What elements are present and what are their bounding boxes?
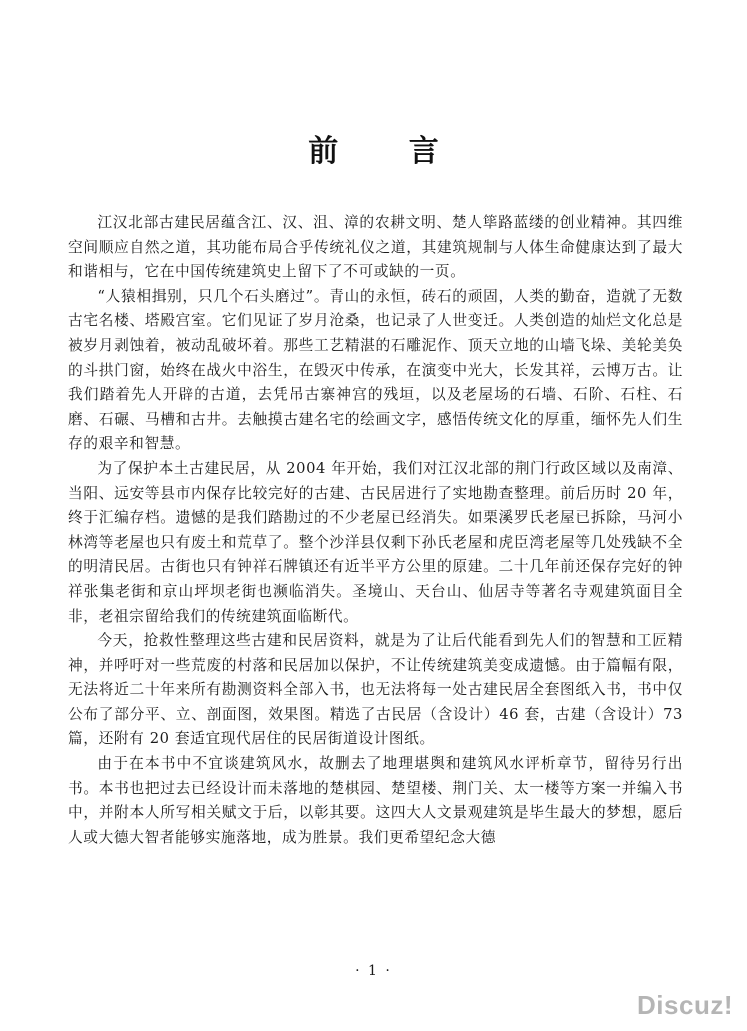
paragraph-5: 由于在本书中不宜谈建筑风水，故删去了地理堪舆和建筑风水评析章节，留待另行出书。本书也把过去已经设计而未落地的楚棋园、楚望楼、荆门关、太一楼等方案一并编入书中，并附本人所写相关赋文于后，以彰其要。这四大人文景观建筑是毕生最大的梦想，愿后人或大德大智者能够实施落地，成为胜景。我们更希望纪念大德 (68, 755, 683, 846)
body-text (68, 211, 683, 850)
paragraph-3: 为了保护本土古建民居，从 2004 年开始，我们对江汉北部的荆门行政区域以及南漳、当阳、远安等县市内保存比较完好的古建、古民居进行了实地勘查整理。前后历时 20 年，终于汇编存档。遗憾的是我们踏勘过的不少老屋已经消失。如栗溪罗氏老屋已拆除，马河小林湾等老屋也只有废土和荒草了。整个沙洋县仅剩下孙氏老屋和虎臣湾老屋等几处残缺不全的明清民居。古街也只有钟祥石牌镇还有近半平方公里的原建。二十几年前还保存完好的钟祥张集老街和京山坪坝老街也濒临消失。圣境山、天台山、仙居寺等著名寺观建筑面目全非，老祖宗留给我们的传统建筑面临断代。 (68, 459, 683, 625)
page-number: · 1 · (355, 963, 392, 979)
paragraph-4: 今天，抢救性整理这些古建和民居资料，就是为了让后代能看到先人们的智慧和工匠精神，并呼吁对一些荒废的村落和民居加以保护，不让传统建筑美变成遗憾。由于篇幅有限，无法将近二十年来所有勘测资料全部入书，也无法将每一处古建民居全套图纸入书，书中仅公布了部分平、立、剖面图，效果图。精选了古民居（含设计）46 套，古建（含设计）73 篇，还附有 20 套适宜现代居住的民居街道设计图纸。 (68, 632, 683, 748)
paragraph-1: 江汉北部古建民居蕴含江、汉、沮、漳的农耕文明、楚人筚路蓝缕的创业精神。其四维空间顺应自然之道，其功能布局合乎传统礼仪之道，其建筑规制与人体生命健康达到了最大和谐相与，它在中国传统建筑史上留下了不可或缺的一页。 (68, 214, 683, 281)
page-title: 前 言 (308, 134, 469, 169)
paragraph-2: “人猿相揖别，只几个石头磨过”。青山的永恒，砖石的顽固，人类的勤奋，造就了无数古宅名楼、塔殿宫室。它们见证了岁月沧桑，也记录了人世变迁。人类创造的灿烂文化总是被岁月剥蚀着，被动乱破坏着。那些工艺精湛的石雕泥作、顶天立地的山墙飞垛、美轮美奂的斗拱门窗，始终在战火中浴生，在毁灭中传承，在演变中光大，长发其祥，云博万古。让我们踏着先人开辟的古道，去凭吊古寨神宫的残垣，以及老屋场的石墙、石阶、石柱、石磨、石碾、马槽和古井。去触摸古建名宅的绘画文字，感悟传统文化的厚重，缅怀先人们生存的艰辛和智慧。 (68, 287, 683, 453)
discuz-watermark: Discuz! (637, 990, 733, 1020)
